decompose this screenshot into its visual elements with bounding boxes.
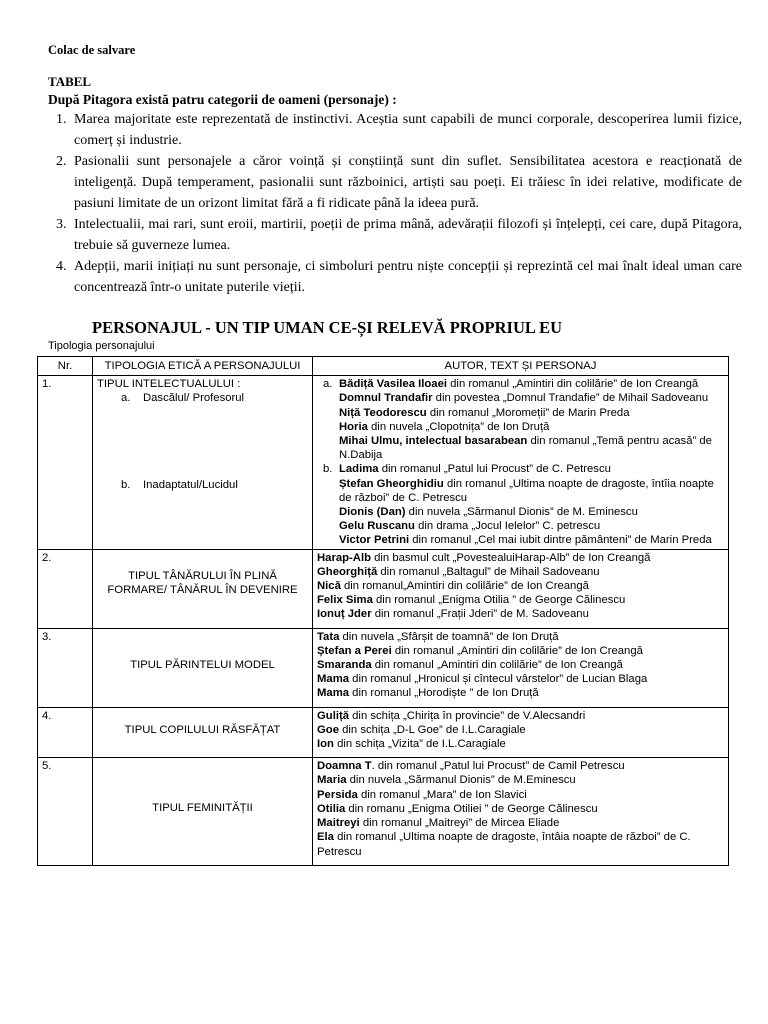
category-item: 1. Marea majoritate este reprezentată de instinctivi. Aceștia sunt capabili de munci corporale, descoperirea lumii fizice, comerț și industrie.	[70, 109, 742, 151]
subitem-label: Inadaptatul/Lucidul	[142, 478, 238, 491]
character-name: Maria	[317, 774, 347, 787]
entry-line	[317, 672, 724, 686]
character-name: Ionuț Jder	[317, 608, 372, 621]
work-reference: din romanul „Horodiște ” de Ion Druță	[349, 687, 539, 700]
entry-line	[317, 579, 724, 593]
character-name: Dionis (Dan)	[339, 506, 406, 519]
category-item: 2. Pasionalii sunt personajele a căror voință și conștiință sunt din suflet. Sensibilitatea acestora e reacționată de inteligență. După temperament, pasionalii sunt războinici, artiști sau poeți. Ei trăiesc în idei relative, modificate de pasiuni limitate de un orizont limitat fără a fi ridicate până la ideea pură.	[70, 151, 742, 214]
list-item	[317, 505, 724, 519]
entry-line	[317, 630, 724, 644]
character-name: Niță Teodorescu	[339, 406, 427, 419]
character-name: Ladima	[339, 463, 379, 476]
type-title: TIPUL TÂNĂRULUI ÎN PLINĂ FORMARE/ TÂNĂRUL ÎN DEVENIRE	[107, 569, 298, 596]
character-name: Ion	[317, 738, 334, 751]
work-reference: din nuvela „Sărmanul Dionis” de M. Eminescu	[405, 506, 638, 519]
work-reference: din romanul „Frații Jderi” de M. Sadoveanu	[371, 608, 589, 621]
work-reference: din povestea „Domnul Trandafie” de Mihail Sadoveanu	[432, 392, 709, 405]
work-reference: din romanul „Hronicul și cîntecul vârstelor” de Lucian Blaga	[349, 673, 648, 686]
entry-line	[339, 391, 724, 405]
character-name: Domnul Trandafir	[339, 392, 433, 405]
list-marker: b.	[323, 463, 333, 476]
character-name: Victor Petrini	[339, 534, 410, 547]
entry-line	[317, 773, 724, 787]
list-item	[317, 462, 724, 476]
list-text	[339, 434, 724, 462]
type-title: TIPUL FEMINITĂȚII	[152, 802, 253, 815]
type-title: TIPUL COPILULUI RĂSFĂȚAT	[124, 723, 281, 736]
work-reference: din romanul „Baltagul” de Mihail Sadoveanu	[377, 565, 600, 578]
list-text	[339, 477, 724, 505]
work-reference: din romanul „Enigma Otilia ” de George Călinescu	[372, 594, 626, 607]
list-item	[317, 519, 724, 533]
type-subitem-b	[97, 478, 308, 492]
entry-line	[339, 462, 724, 476]
table-row	[38, 758, 729, 865]
table-row	[38, 707, 729, 758]
character-name: Persida	[317, 788, 358, 801]
list-marker	[317, 477, 339, 505]
subitem-label: Dascălul/ Profesorul	[142, 392, 245, 405]
entry-line	[339, 477, 724, 505]
row-type	[93, 758, 313, 865]
work-reference: din romanul„Amintiri din colilărie” de Ion Creangă	[340, 580, 589, 593]
typology-table	[37, 356, 729, 866]
list-marker	[317, 391, 339, 405]
list-marker	[317, 505, 339, 519]
tabel-label: TABEL	[48, 74, 92, 89]
table-body	[38, 376, 729, 866]
work-reference: din romanul „Patul lui Procust” de C. Petrescu	[378, 463, 611, 476]
character-name: Gelu Ruscanu	[339, 520, 415, 533]
section-heading: PERSONAJUL - UN TIP UMAN CE-ȘI RELEVĂ PROPRIUL EU	[92, 318, 563, 337]
entry-line	[317, 802, 724, 816]
work-reference: din romanul „Ultima noapte de dragoste, întîia noapte de război” de C. Petrescu	[339, 477, 714, 504]
list-item	[317, 406, 724, 420]
entry-line	[317, 759, 724, 773]
row-type	[93, 628, 313, 707]
work-reference: din romanul „Amintiri din colilărie” de Ion Creangă	[371, 659, 623, 672]
list-item	[317, 533, 724, 547]
table-row	[38, 549, 729, 628]
list-marker	[317, 519, 339, 533]
work-reference: din nuvela „Sărmanul Dionis” de M.Eminescu	[346, 774, 576, 787]
table-caption: Tipologia personajului	[48, 340, 155, 352]
character-name: Smaranda	[317, 659, 372, 672]
list-marker	[317, 406, 339, 420]
work-reference: din nuvela „Clopotnița” de Ion Druță	[367, 420, 550, 433]
work-reference: din romanul „Amintiri din colilărie” de Ion Creangă	[391, 644, 643, 657]
table-row	[38, 628, 729, 707]
type-subitem-a	[97, 391, 308, 405]
type-title: TIPUL PĂRINTELUI MODEL	[130, 658, 275, 671]
row-type	[93, 376, 313, 549]
list-marker: a.	[323, 378, 333, 391]
category-item: 3. Intelectualii, mai rari, sunt eroii, martirii, poeții de prima mână, adevărații filozofi și înțelepți, cei care, după Pitagora, trebuie să guverneze lumea.	[70, 214, 742, 256]
intro-heading: După Pitagora există patru categorii de oameni (personaje) :	[48, 92, 397, 107]
character-name: Horia	[339, 420, 368, 433]
work-reference: din nuvela „Sfârșit de toamnă” de Ion Druță	[339, 630, 559, 643]
list-item	[317, 377, 724, 391]
list-text	[339, 519, 724, 533]
list-text	[339, 391, 724, 405]
work-reference: din romanul „Maitreyi” de Mircea Eliade	[359, 817, 560, 830]
row-nr: 5.	[38, 758, 93, 865]
work-reference: din schița „D-L Goe” de I.L.Caragiale	[338, 723, 526, 736]
entry-line	[339, 519, 724, 533]
list-item	[317, 477, 724, 505]
work-reference: din romanul „Moromeții” de Marin Preda	[426, 406, 630, 419]
category-item: 4. Adepții, marii inițiați nu sunt personaje, ci simboluri pentru niște concepții și reprezintă cel mai înalt ideal uman care concentrează într-o unitate puterile vieții.	[70, 256, 742, 298]
entry-line	[317, 686, 724, 700]
list-marker	[317, 533, 339, 547]
list-text	[339, 533, 724, 547]
list-marker	[317, 420, 339, 434]
entry-line	[339, 505, 724, 519]
row-nr: 3.	[38, 628, 93, 707]
character-name: Mama	[317, 673, 350, 686]
work-reference: din romanul „Amintiri din colilărie” de Ion Creangă	[447, 378, 699, 391]
header-nr: Nr.	[38, 357, 93, 376]
character-name: Mihai Ulmu, intelectual basarabean	[339, 435, 528, 448]
entry-line	[317, 593, 724, 607]
work-reference: din basmul cult „PovestealuiHarap-Alb” de Ion Creangă	[370, 551, 651, 564]
entry-line	[317, 737, 724, 751]
entries-list	[317, 377, 724, 462]
entries-list	[317, 462, 724, 547]
list-item	[317, 391, 724, 405]
list-item	[317, 434, 724, 462]
entry-line	[317, 607, 724, 621]
header-type: TIPOLOGIA ETICĂ A PERSONAJULUI	[93, 357, 313, 376]
character-name: Ștefan a Perei	[317, 644, 392, 657]
categories-list	[48, 109, 742, 298]
entry-line	[339, 434, 724, 462]
work-reference: din romanul „Cel mai iubit dintre pământeni” de Marin Preda	[409, 534, 712, 547]
entry-line	[317, 565, 724, 579]
entry-line	[317, 709, 724, 723]
character-name: Otilia	[317, 802, 346, 815]
character-name: Ștefan Gheorghidiu	[339, 477, 444, 490]
character-name: Tata	[317, 630, 340, 643]
header-author: AUTOR, TEXT ȘI PERSONAJ	[313, 357, 729, 376]
document-title: Colac de salvare	[48, 43, 136, 57]
entry-line	[317, 830, 724, 858]
row-nr: 2.	[38, 549, 93, 628]
list-text	[339, 377, 724, 391]
work-reference: din romanul „Ultima noapte de dragoste, întâia noapte de război” de C. Petrescu	[317, 831, 691, 858]
list-text	[339, 505, 724, 519]
work-reference: din romanul „Temă pentru acasă” de N.Dabija	[339, 435, 712, 462]
character-name: Doamna T	[317, 760, 372, 773]
character-name: Felix Sima	[317, 594, 373, 607]
row-type	[93, 549, 313, 628]
work-reference: din schița „Chirița în provincie” de V.Alecsandri	[349, 709, 586, 722]
character-name: Goe	[317, 723, 339, 736]
character-name: Guliță	[317, 709, 350, 722]
character-name: Maitreyi	[317, 817, 360, 830]
entry-line	[339, 377, 724, 391]
entry-line	[317, 816, 724, 830]
subitem-marker: a.	[121, 392, 131, 405]
row-entries	[313, 628, 729, 707]
work-reference: . din romanul „Patul lui Procust” de Camil Petrescu	[371, 760, 625, 773]
list-text	[339, 406, 724, 420]
entry-line	[339, 420, 724, 434]
character-name: Harap-Alb	[317, 551, 371, 564]
work-reference: din romanul „Mara” de Ion Slavici	[357, 788, 527, 801]
entry-line	[317, 788, 724, 802]
character-name: Nică	[317, 580, 341, 593]
row-entries	[313, 758, 729, 865]
row-entries	[313, 707, 729, 758]
row-nr: 1.	[38, 376, 93, 549]
work-reference: din drama „Jocul Ielelor” C. petrescu	[414, 520, 601, 533]
row-entries	[313, 376, 729, 549]
table-header-row	[38, 357, 729, 376]
subitem-marker: b.	[121, 478, 131, 491]
table-row	[38, 376, 729, 549]
list-text	[339, 462, 724, 476]
entry-line	[339, 406, 724, 420]
row-nr: 4.	[38, 707, 93, 758]
type-title: TIPUL INTELECTUALULUI :	[97, 378, 241, 391]
entry-line	[339, 533, 724, 547]
character-name: Mama	[317, 687, 350, 700]
entry-line	[317, 658, 724, 672]
list-marker	[317, 434, 339, 462]
entry-line	[317, 644, 724, 658]
work-reference: din romanu „Enigma Otiliei ” de George Călinescu	[345, 802, 598, 815]
character-name: Ela	[317, 831, 334, 844]
character-name: Bădiță Vasilea Iloaei	[339, 378, 448, 391]
entry-line	[317, 723, 724, 737]
entry-line	[317, 551, 724, 565]
list-item	[317, 420, 724, 434]
character-name: Gheorghiță	[317, 565, 378, 578]
row-type	[93, 707, 313, 758]
work-reference: din schița „Vizita” de I.L.Caragiale	[333, 738, 506, 751]
list-text	[339, 420, 724, 434]
row-entries	[313, 549, 729, 628]
